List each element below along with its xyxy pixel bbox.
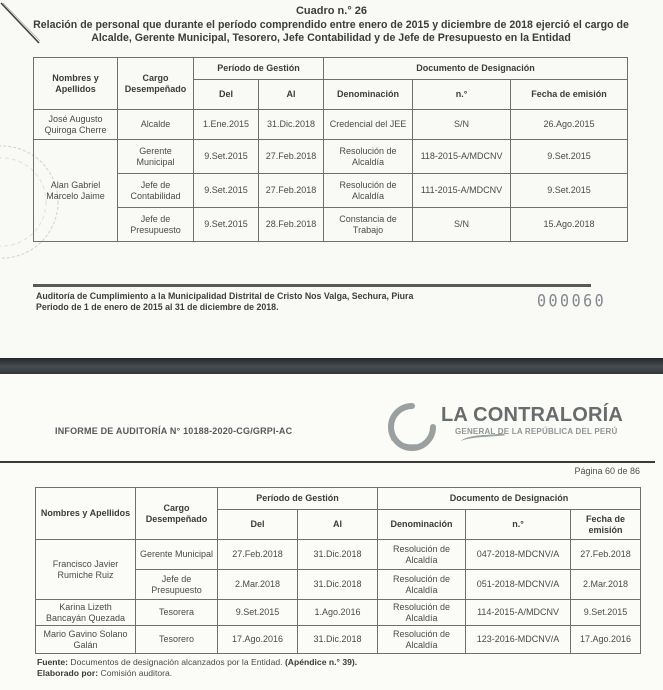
- report-reference: INFORME DE AUDITORÍA N° 10188-2020-CG/GRPI-AC: [55, 426, 293, 436]
- cell-role: Tesorera: [136, 600, 218, 626]
- audit-footer-line1: Auditoría de Cumplimiento a la Municipalidad Distrital de Cristo Nos Valga, Sechura, Piura: [36, 291, 414, 301]
- cell-from: 9.Set.2015: [194, 140, 259, 174]
- cell-issue-date: 9.Set.2015: [511, 140, 628, 174]
- audit-footer-line2: Periodo de 1 de enero de 2015 al 31 de diciembre de 2018.: [36, 301, 279, 312]
- col-header-names: Nombres y Apellidos: [34, 58, 118, 110]
- cell-denomination: Resolución de Alcaldía: [324, 140, 413, 174]
- cell-to: 1.Ago.2016: [298, 600, 378, 626]
- table-header-row: [36, 488, 641, 510]
- col-header-names: Nombres y Apellidos: [36, 488, 136, 540]
- table-row: [34, 174, 628, 208]
- table-row: [34, 140, 628, 174]
- cell-role: Tesorero: [136, 626, 218, 654]
- cell-number: 118-2015-A/MDCNV: [413, 140, 511, 174]
- contraloria-swoosh-icon: [387, 402, 437, 452]
- cell-denomination: Credencial del JEE: [324, 110, 413, 140]
- prepared-text: Comisión auditora.: [98, 668, 173, 678]
- source-note: [37, 657, 357, 668]
- table-row: [36, 540, 641, 570]
- source-text: Documentos de designación alcanzados por la Entidad.: [68, 657, 285, 667]
- cell-role: Jefe de Presupuesto: [118, 208, 194, 242]
- cell-from: 9.Set.2015: [194, 174, 259, 208]
- cell-number: 111-2015-A/MDCNV: [413, 174, 511, 208]
- table-row: [34, 110, 628, 140]
- col-header-from: Del: [194, 80, 259, 110]
- cell-to: 27.Feb.2018: [259, 174, 324, 208]
- cell-denomination: Resolución de Alcaldía: [378, 540, 466, 570]
- contraloria-logo: [387, 400, 655, 456]
- cell-denomination: Constancia de Trabajo: [324, 208, 413, 242]
- cell-name: Karina Lizeth Bancayán Quezada: [36, 600, 136, 626]
- cuadro-title: Cuadro n.° 26: [295, 5, 368, 17]
- audit-footer: [36, 291, 413, 313]
- page-separator-bar: [0, 358, 663, 374]
- cell-name: José Augusto Quiroga Cherre: [34, 110, 118, 140]
- cell-role: Jefe de Contabilidad: [118, 174, 194, 208]
- header-rule: [0, 461, 655, 463]
- cell-role: Alcalde: [118, 110, 194, 140]
- cell-to: 31.Dic.2018: [259, 110, 324, 140]
- cell-number: 051-2018-MDCNV/A: [466, 570, 571, 600]
- cell-issue-date: 9.Set.2015: [511, 174, 628, 208]
- col-group-document: Documento de Designación: [378, 488, 641, 510]
- col-group-period: Período de Gestión: [218, 488, 378, 510]
- cell-to: 28.Feb.2018: [259, 208, 324, 242]
- cell-denomination: Resolución de Alcaldía: [378, 626, 466, 654]
- cell-issue-date: 2.Mar.2018: [571, 570, 641, 600]
- cell-name: Mario Gavino Solano Galán: [36, 626, 136, 654]
- col-header-to: Al: [298, 510, 378, 540]
- table-notes: [37, 657, 357, 679]
- cell-issue-date: 9.Set.2015: [571, 600, 641, 626]
- col-header-to: Al: [259, 80, 324, 110]
- cell-denomination: Resolución de Alcaldía: [378, 600, 466, 626]
- cell-to: 27.Feb.2018: [259, 140, 324, 174]
- cell-to: 31.Dic.2018: [298, 570, 378, 600]
- table-row: [36, 600, 641, 626]
- cell-from: 2.Mar.2018: [218, 570, 298, 600]
- table-row: [36, 626, 641, 654]
- footer-rule: [33, 284, 591, 287]
- col-header-number: n.°: [466, 510, 571, 540]
- cell-number: 114-2015-A/MDCNV: [466, 600, 571, 626]
- source-label: Fuente:: [37, 657, 69, 667]
- cell-issue-date: 17.Ago.2016: [571, 626, 641, 654]
- cell-number: 047-2018-MDCNV/A: [466, 540, 571, 570]
- cell-number: S/N: [413, 208, 511, 242]
- logo-subtitle: GENERAL DE LA REPÚBLICA DEL PERÚ: [455, 427, 618, 436]
- table-row: [34, 208, 628, 242]
- cell-role: Gerente Municipal: [136, 540, 218, 570]
- cell-denomination: Resolución de Alcaldía: [378, 570, 466, 600]
- cell-role: Jefe de Presupuesto: [136, 570, 218, 600]
- page2-sheet: [0, 374, 663, 690]
- personnel-table-page2: [35, 487, 641, 654]
- cell-from: 9.Set.2015: [218, 600, 298, 626]
- col-group-document: Documento de Designación: [324, 58, 628, 80]
- col-header-issue-date: Fecha de emisión: [511, 80, 628, 110]
- cell-issue-date: 15.Ago.2018: [511, 208, 628, 242]
- cell-from: 9.Set.2015: [194, 208, 259, 242]
- page-number-stamp: 000060: [537, 290, 607, 312]
- cell-role: Gerente Municipal: [118, 140, 194, 174]
- cell-name: Alan Gabriel Marcelo Jaime: [34, 140, 118, 242]
- cell-to: 31.Dic.2018: [298, 626, 378, 654]
- col-header-role: Cargo Desempeñado: [136, 488, 218, 540]
- cell-denomination: Resolución de Alcaldía: [324, 174, 413, 208]
- source-ref: (Apéndice n.° 39).: [284, 657, 358, 667]
- cell-issue-date: 26.Ago.2015: [511, 110, 628, 140]
- logo-text-block: [441, 404, 655, 436]
- cell-number: S/N: [413, 110, 511, 140]
- page-number-label: Página 60 de 86: [574, 466, 640, 476]
- col-header-number: n.°: [413, 80, 511, 110]
- cell-to: 31.Dic.2018: [298, 540, 378, 570]
- table-header-row: [34, 58, 628, 80]
- logo-title: LA CONTRALORÍA: [441, 404, 624, 426]
- col-header-denomination: Denominación: [324, 80, 413, 110]
- col-header-from: Del: [218, 510, 298, 540]
- prepared-note: [37, 668, 357, 679]
- col-header-issue-date: Fecha de emisión: [571, 510, 641, 540]
- cell-from: 27.Feb.2018: [218, 540, 298, 570]
- cell-issue-date: 27.Feb.2018: [571, 540, 641, 570]
- cuadro-subtitle: Relación de personal que durante el período comprendido entre enero de 2015 y diciembre de 2018 ejerció el cargo de Alcalde, Gerente Municipal, Tesorero, Jefe Contabilidad y de Jefe de Presupuesto en la Entidad: [33, 19, 629, 44]
- personnel-table-page1: [33, 57, 628, 242]
- col-group-period: Período de Gestión: [194, 58, 324, 80]
- cell-name: Francisco Javier Rumiche Ruiz: [36, 540, 136, 600]
- cell-from: 17.Ago.2016: [218, 626, 298, 654]
- prepared-label: Elaborado por:: [37, 668, 99, 678]
- col-header-denomination: Denominación: [378, 510, 466, 540]
- cell-from: 1.Ene.2015: [194, 110, 259, 140]
- col-header-role: Cargo Desempeñado: [118, 58, 194, 110]
- cell-number: 123-2016-MDCNV/A: [466, 626, 571, 654]
